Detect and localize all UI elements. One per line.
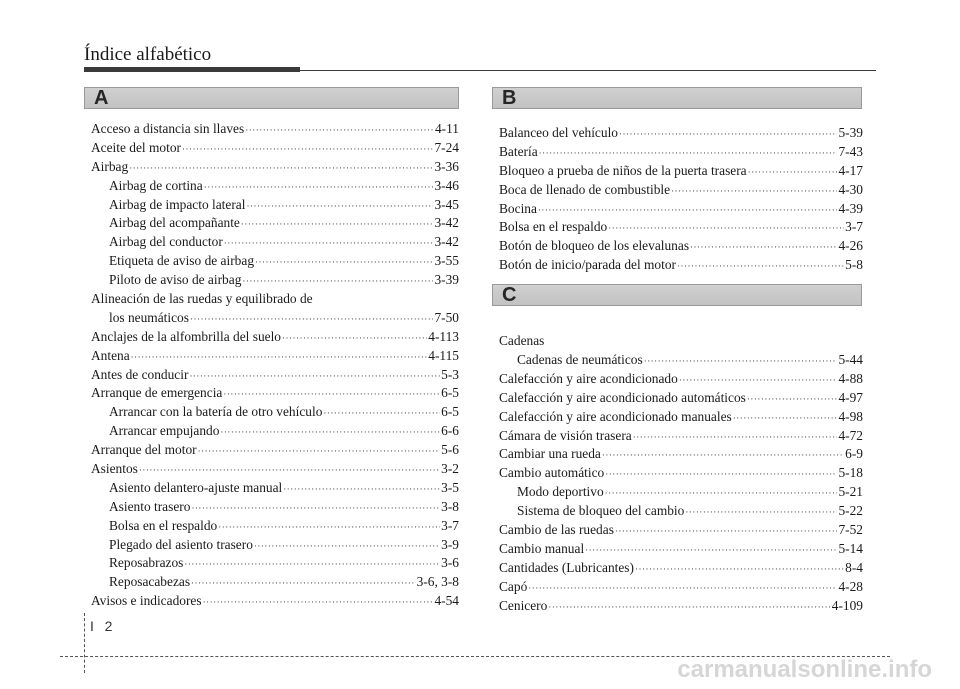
entry-label: Cadenas de neumáticos: [517, 352, 643, 368]
index-entry: [499, 124, 863, 143]
dot-leader: [184, 555, 440, 574]
entry-label: Asientos: [91, 461, 138, 477]
entry-page: 4-11: [434, 121, 459, 136]
entry-page: 3-42: [434, 234, 459, 250]
index-entry: [499, 427, 863, 446]
index-entry: [91, 592, 459, 611]
entry-label: Sistema de bloqueo del cambio: [517, 503, 685, 519]
entry-page: 6-9: [845, 446, 863, 462]
dot-leader: [203, 593, 434, 612]
index-entry: [91, 196, 459, 215]
index-list-c: [499, 332, 863, 615]
entry-page: 3-8: [441, 498, 459, 514]
section-header-a: [84, 87, 459, 109]
entry-label: Piloto de aviso de airbag: [109, 272, 242, 288]
dot-leader: [218, 518, 440, 537]
index-list-b: [499, 124, 863, 275]
dot-leader: [733, 409, 838, 428]
entry-page: 5-6: [441, 442, 459, 458]
entry-label: Aceite del motor: [91, 139, 181, 155]
index-entry: [91, 158, 459, 177]
footer-vertical-rule: [84, 613, 85, 673]
index-entry: [91, 441, 459, 460]
entry-label: Antena: [91, 347, 130, 363]
entry-label: Bocina: [499, 200, 537, 216]
entry-label: Etiqueta de aviso de airbag: [109, 253, 255, 269]
index-list-a: [91, 120, 459, 611]
dot-leader: [323, 404, 440, 423]
entry-page: 7-24: [434, 139, 459, 155]
index-entry: [91, 309, 459, 328]
entry-page: 3-7: [441, 517, 459, 533]
dot-leader: [539, 144, 838, 163]
dot-leader: [608, 219, 844, 238]
entry-page: 4-17: [838, 162, 863, 178]
entry-label: Bolsa en el respaldo: [109, 517, 218, 533]
dot-leader: [605, 465, 837, 484]
entry-label: Anclajes de la alfombrilla del suelo: [91, 328, 282, 344]
entry-label: Cambio manual: [499, 540, 585, 556]
dot-leader: [241, 215, 434, 234]
entry-page: 3-55: [434, 253, 459, 269]
section-header-c: [492, 284, 862, 306]
entry-label: Calefacción y aire acondicionado: [499, 370, 678, 386]
dot-leader: [191, 574, 416, 593]
index-entry: [499, 502, 863, 521]
dot-leader: [254, 537, 440, 556]
index-entry: [499, 578, 863, 597]
entry-label: Cantidades (Lubricantes): [499, 559, 634, 575]
dot-leader: [245, 121, 434, 140]
section-spacer: [499, 275, 863, 284]
index-entry: [91, 403, 459, 422]
index-entry: [499, 597, 863, 616]
index-entry: [91, 498, 459, 517]
entry-page: 3-42: [434, 215, 459, 231]
index-entry: [499, 332, 863, 351]
entry-page: 3-39: [434, 272, 459, 288]
index-column-right: [499, 87, 863, 615]
index-entry: [499, 408, 863, 427]
entry-page: 7-50: [434, 309, 459, 325]
entry-label: Botón de inicio/parada del motor: [499, 257, 677, 273]
dot-leader: [242, 272, 433, 291]
index-entry: [91, 290, 459, 309]
section-header-b: [492, 87, 862, 109]
entry-page: 3-36: [434, 158, 459, 174]
header-rule-thick: [84, 67, 300, 72]
entry-label: Calefacción y aire acondicionado automáticos: [499, 389, 746, 405]
entry-label: Modo deportivo: [517, 484, 604, 500]
entry-label: Arranque de emergencia: [91, 385, 223, 401]
index-entry: [499, 162, 863, 181]
index-entry: [91, 479, 459, 498]
entry-label: Calefacción y aire acondicionado manuales: [499, 408, 732, 424]
section-letter: B: [502, 87, 517, 109]
entry-page: 3-5: [441, 479, 459, 495]
entry-page: 4-30: [838, 181, 863, 197]
entry-page: 4-113: [428, 328, 459, 344]
entry-page: 7-43: [838, 143, 863, 159]
dot-leader: [747, 390, 838, 409]
entry-page: 4-39: [838, 200, 863, 216]
index-entry: [91, 233, 459, 252]
entry-page: 5-3: [441, 366, 459, 382]
dot-leader: [131, 348, 428, 367]
entry-label: Batería: [499, 143, 538, 159]
dot-leader: [585, 541, 837, 560]
entry-label: Botón de bloqueo de los elevalunas: [499, 238, 690, 254]
entry-page: 8-4: [845, 559, 863, 575]
index-entry: [91, 252, 459, 271]
index-entry: [91, 517, 459, 536]
entry-page: 3-6: [441, 555, 459, 571]
entry-label: Asiento delantero-ajuste manual: [109, 479, 283, 495]
entry-page: 7-52: [838, 522, 863, 538]
footer-page-number: 2: [104, 618, 114, 634]
entry-page: 4-88: [838, 370, 863, 386]
index-entry: [91, 536, 459, 555]
entry-page: 5-8: [845, 257, 863, 273]
header-rule-thin: [300, 70, 876, 71]
entry-page: 3-9: [441, 536, 459, 552]
entry-label: Airbag del conductor: [109, 234, 223, 250]
entry-page: 3-46: [434, 177, 459, 193]
dot-leader: [619, 125, 837, 144]
dot-leader: [605, 484, 838, 503]
dot-leader: [528, 579, 837, 598]
index-entry: [91, 384, 459, 403]
entry-label: Alineación de las ruedas y equilibrado de: [91, 291, 313, 307]
dot-leader: [204, 178, 434, 197]
entry-label: Cambiar una rueda: [499, 446, 601, 462]
dot-leader: [685, 503, 837, 522]
index-entry: [91, 214, 459, 233]
index-entry: [499, 540, 863, 559]
entry-label: Antes de conducir: [91, 366, 189, 382]
entry-label: Cambio de las ruedas: [499, 522, 614, 538]
entry-page: 5-44: [838, 352, 863, 368]
dot-leader: [690, 238, 837, 257]
index-entry: [499, 237, 863, 256]
dot-leader: [677, 257, 844, 276]
entry-label: Airbag del acompañante: [109, 215, 240, 231]
entry-label: Boca de llenado de combustible: [499, 181, 671, 197]
entry-page: 4-26: [838, 238, 863, 254]
dot-leader: [139, 461, 440, 480]
section-letter: A: [94, 87, 109, 109]
entry-label: Balanceo del vehículo: [499, 125, 618, 140]
dot-leader: [602, 446, 844, 465]
entry-label: Acceso a distancia sin llaves: [91, 121, 245, 136]
entry-label: Capó: [499, 578, 528, 594]
dot-leader: [679, 371, 838, 390]
entry-label: Bolsa en el respaldo: [499, 219, 608, 235]
index-entry: [499, 370, 863, 389]
index-entry: [91, 366, 459, 385]
index-entry: [499, 389, 863, 408]
dot-leader: [644, 352, 838, 371]
entry-page: 4-115: [428, 347, 459, 363]
dot-leader: [189, 367, 440, 386]
index-entry: [91, 422, 459, 441]
entry-page: 3-2: [441, 461, 459, 477]
index-entry: [499, 181, 863, 200]
entry-label: Cámara de visión trasera: [499, 427, 632, 443]
entry-label: Arranque del motor: [91, 442, 197, 458]
entry-page: 3-45: [434, 196, 459, 212]
entry-label: Cambio automático: [499, 465, 605, 481]
entry-page: 4-72: [838, 427, 863, 443]
index-entry: [499, 351, 863, 370]
index-entry: [499, 559, 863, 578]
index-entry: [91, 573, 459, 592]
entry-label: Bloqueo a prueba de niños de la puerta trasera: [499, 162, 747, 178]
entry-page: 6-5: [441, 404, 459, 420]
dot-leader: [246, 197, 433, 216]
entry-label: Reposabrazos: [109, 555, 184, 571]
index-entry: [499, 143, 863, 162]
page-number: [90, 618, 113, 634]
entry-page: 3-7: [845, 219, 863, 235]
entry-page: 3-6, 3-8: [416, 574, 459, 590]
dot-leader: [224, 234, 434, 253]
entry-label: Avisos e indicadores: [91, 593, 202, 609]
dot-leader: [282, 329, 427, 348]
entry-label: Plegado del asiento trasero: [109, 536, 253, 552]
entry-page: 5-18: [838, 465, 863, 481]
dot-leader: [129, 159, 433, 178]
index-entry: [499, 256, 863, 275]
dot-leader: [671, 182, 837, 201]
dot-leader: [223, 385, 440, 404]
entry-page: 4-98: [838, 408, 863, 424]
entry-page: 6-5: [441, 385, 459, 401]
dot-leader: [220, 423, 440, 442]
index-entry: [499, 218, 863, 237]
entry-page: 5-14: [838, 540, 863, 556]
dot-leader: [198, 442, 441, 461]
index-entry: [91, 271, 459, 290]
dot-leader: [190, 310, 433, 329]
entry-page: 4-109: [831, 597, 863, 613]
dot-leader: [615, 522, 838, 541]
index-entry: [91, 347, 459, 366]
dot-leader: [182, 140, 433, 159]
dot-leader: [191, 499, 440, 518]
index-entry: [91, 554, 459, 573]
watermark: carmanualsonline.info: [677, 656, 932, 683]
entry-label: Cenicero: [499, 597, 548, 613]
dot-leader: [635, 560, 844, 579]
entry-label: Arrancar con la batería de otro vehículo: [109, 404, 323, 420]
entry-page: 4-28: [838, 578, 863, 594]
index-entry: [91, 120, 459, 139]
dot-leader: [538, 201, 838, 220]
dot-leader: [548, 598, 830, 617]
entry-label: Cadenas: [499, 333, 545, 349]
entry-page: 5-21: [838, 484, 863, 500]
index-entry: [499, 464, 863, 483]
index-entry: [91, 139, 459, 158]
entry-label: Asiento trasero: [109, 498, 191, 514]
index-entry: [91, 177, 459, 196]
dot-leader: [255, 253, 433, 272]
entry-label: los neumáticos: [109, 309, 189, 325]
entry-label: Airbag de impacto lateral: [109, 196, 246, 212]
index-entry: [499, 521, 863, 540]
entry-page: 4-97: [838, 389, 863, 405]
index-entry: [499, 200, 863, 219]
footer-section: I: [90, 618, 95, 634]
entry-page: 5-39: [838, 125, 863, 140]
index-entry: [91, 460, 459, 479]
entry-label: Reposacabezas: [109, 574, 191, 590]
section-letter: C: [502, 284, 517, 307]
index-entry: [499, 445, 863, 464]
page-title: Índice alfabético: [84, 44, 212, 65]
entry-page: 4-54: [434, 593, 459, 609]
index-column-left: [91, 87, 459, 611]
index-entry: [499, 483, 863, 502]
entry-label: Arrancar empujando: [109, 423, 220, 439]
entry-page: 5-22: [838, 503, 863, 519]
entry-label: Airbag de cortina: [109, 177, 203, 193]
dot-leader: [633, 428, 838, 447]
dot-leader: [283, 480, 440, 499]
index-entry: [91, 328, 459, 347]
entry-page: 6-6: [441, 423, 459, 439]
entry-label: Airbag: [91, 158, 129, 174]
dot-leader: [748, 163, 838, 182]
